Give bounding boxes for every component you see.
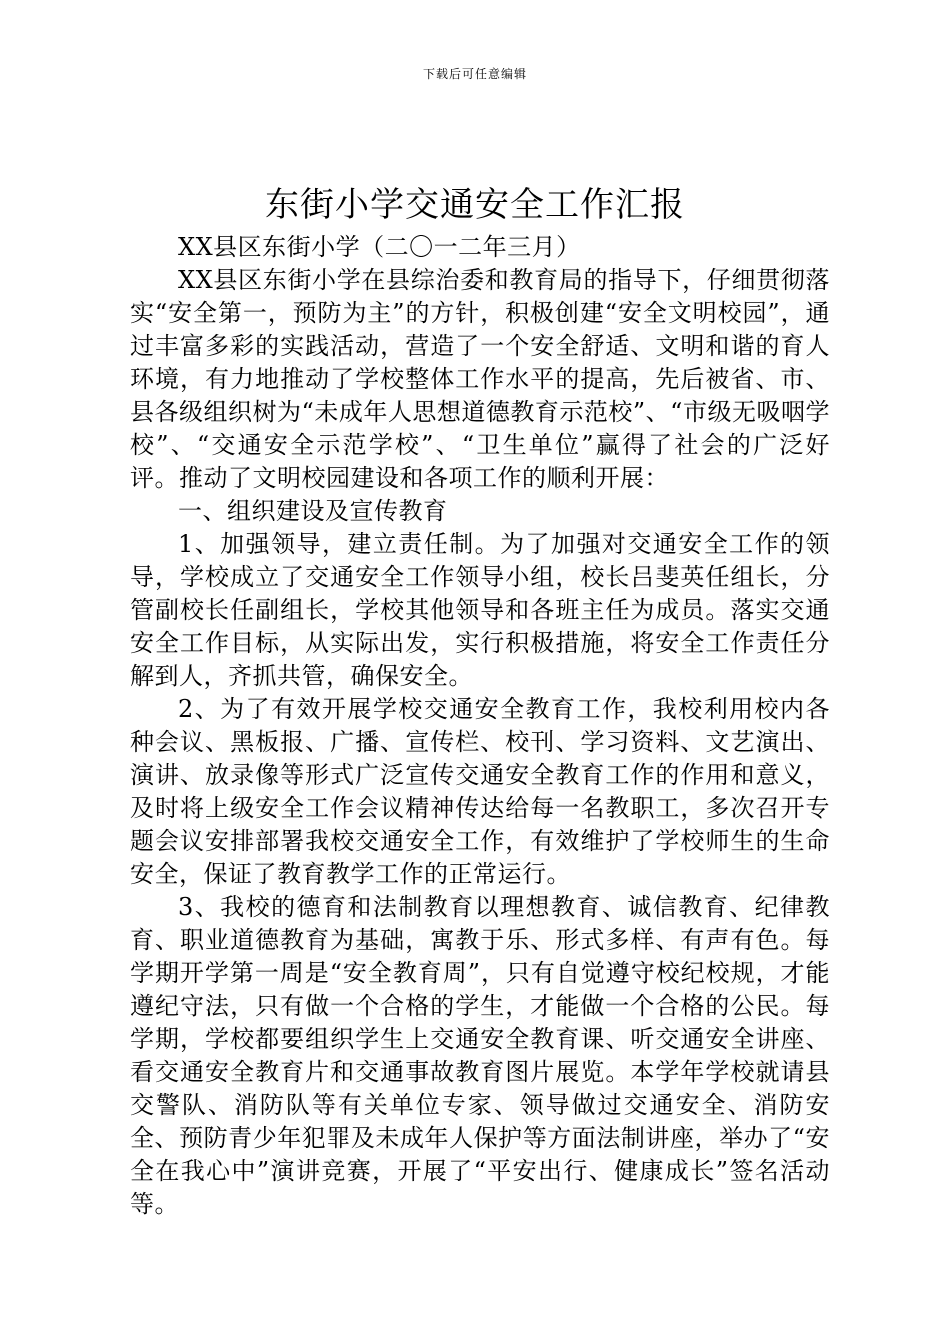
paragraph-item-2: 2、为了有效开展学校交通安全教育工作，我校利用校内各种会议、黑板报、广播、宣传栏、校刊、学习资料、文艺演出、演讲、放录像等形式广泛宣传交通安全教育工作的作用和意义，及时将上级安全工作会议精神传达给每一名教职工，多次召开专题会议安排部署我校交通安全工作，有效维护了学校师生的生命安全，保证了教育教学工作的正常运行。 bbox=[130, 695, 830, 888]
intro-paragraph: XX县区东街小学在县综治委和教育局的指导下，仔细贯彻落实“安全第一，预防为主”的方针，积极创建“安全文明校园”，通过丰富多彩的实践活动，营造了一个安全舒适、文明和谐的育人环境，有力地推动了学校整体工作水平的提高，先后被省、市、县各级组织树为“未成年人思想道德教育示范校”、“市级无吸咽学校”、“交通安全示范学校”、“卫生单位”赢得了社会的广泛好评。推动了文明校园建设和各项工作的顺利开展： bbox=[130, 266, 830, 492]
paragraph-item-3: 3、我校的德育和法制教育以理想教育、诚信教育、纪律教育、职业道德教育为基础，寓教于乐、形式多样、有声有色。每学期开学第一周是“安全教育周”，只有自觉遵守校纪校规，才能遵纪守法，只有做一个合格的学生，才能做一个合格的公民。每学期，学校都要组织学生上交通安全教育课、听交通安全讲座、看交通安全教育片和交通事故教育图片展览。本学年学校就请县交警队、消防队等有关单位专家、领导做过交通安全、消防安全、预防青少年犯罪及未成年人保护等方面法制讲座，举办了“安全在我心中”演讲竞赛，开展了“平安出行、健康成长”签名活动等。 bbox=[130, 893, 830, 1218]
paragraph-item-1: 1、加强领导，建立责任制。为了加强对交通安全工作的领导，学校成立了交通安全工作领导小组，校长吕斐英任组长，分管副校长任副组长，学校其他领导和各班主任为成员。落实交通安全工作目标，从实际出发，实行积极措施，将安全工作责任分解到人，齐抓共管，确保安全。 bbox=[130, 530, 830, 690]
document-title: 东街小学交通安全工作汇报 bbox=[265, 185, 685, 225]
school-date-line: XX县区东街小学（二〇一二年三月） bbox=[178, 233, 581, 261]
header-note: 下载后可任意编辑 bbox=[422, 67, 527, 81]
section-heading: 一、组织建设及宣传教育 bbox=[178, 497, 448, 525]
document-body bbox=[130, 231, 830, 1221]
